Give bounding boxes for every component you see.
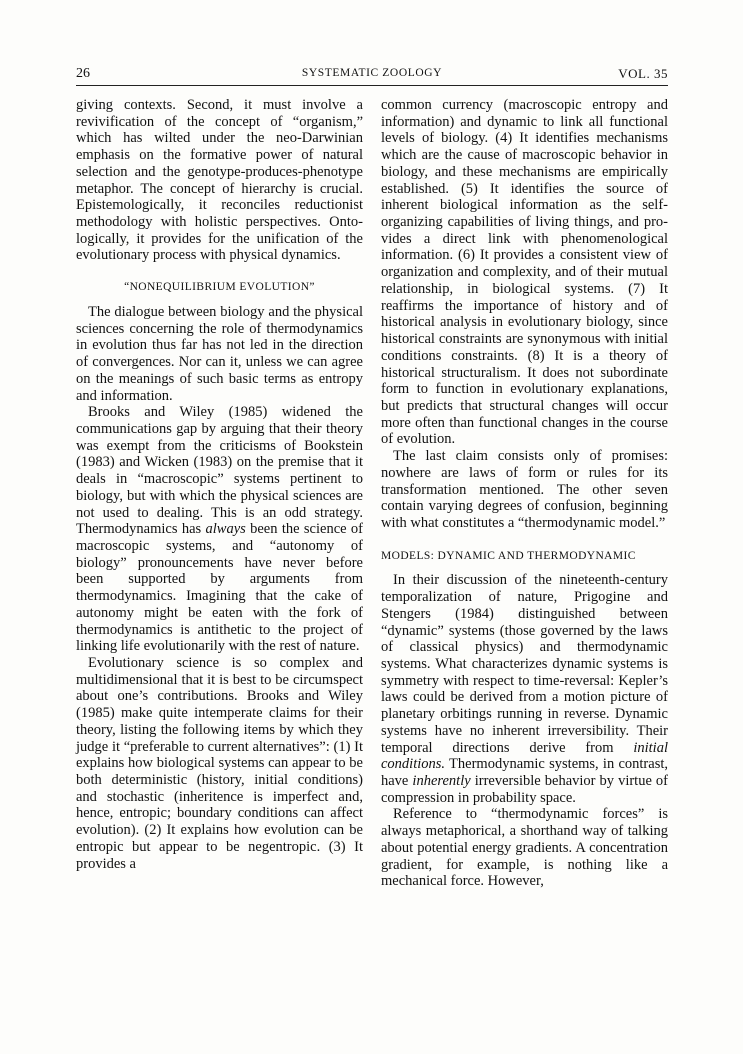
paragraph-continuation: giving contexts. Second, it must involve a revivification of the concept of “organism,” which has wilted under the neo-Darwinian emphasis on the formative power of natural selection and the genotype-produces-phenotype metaphor. The concept of hierarchy is crucial. Epistemologically, it reconciles reductionist methodology with holistic perspectives. Ontologically, it provides for the unification of the evolutionary process with physical dynamics. <box>76 97 363 264</box>
section-heading-nonequilibrium-evolution: “NONEQUILIBRIUM EVOLUTION” <box>124 281 315 294</box>
running-header <box>76 66 668 84</box>
paragraph-evolutionary-science: Evolutionary science is so complex and multidimensional that it is best to be circumspect about one’s contributions. Brooks and Wiley (1985) make quite intemperate claims for their theory, listing the following items by which they judge it “preferable to current alternatives”: (1) It explains how biological systems can appear to be both deterministic (history, initial conditions) and stochastic (inheritence is imperfect and, hence, entropic; boundary conditions can affect evolution). (2) It explains how evolution can be entropic but appear to be negentropic. (3) It provides a <box>76 655 363 872</box>
right-column <box>381 97 668 890</box>
paragraph-last-claim: The last claim consists only of promises: nowhere are laws of form or rules for its transformation mentioned. The other seven contain varying degrees of confusion, beginning with what constitutes a “thermodynamic model.” <box>381 448 668 531</box>
left-column <box>76 97 363 872</box>
paragraph-dialogue: The dialogue between biology and the physical sciences concerning the role of thermodynamics in evolution thus far has not led in the direction of convergences. Nor can it, unless we can agree on the meanings of such basic terms as entropy and information. <box>76 303 363 404</box>
paragraph-thermodynamic-forces: Reference to “thermodynamic forces” is always metaphorical, a shorthand way of talking about potential energy gradients. A concentration gradient, for example, is nothing like a mechanical force. However, <box>381 806 668 890</box>
page-number: 26 <box>76 66 90 81</box>
paragraph-brooks-wiley: Brooks and Wiley (1985) widened the communications gap by arguing that their theory was exempt from the criticisms of Bookstein (1983) and Wicken (1983) on the premise that it deals in “macroscopic” systems pertinent to biology, but with which the physical sciences are not used to dealing. This is an odd strategy. Thermodynamics has always been the science of macroscopic systems, and “autonomy of biology” pronouncements have never before been supported by arguments from thermodynamics. Imagining that the cake of autonomy might be eaten with the fork of thermodynamics is antithetic to the project of linking life evolutionarily with the rest of nature. <box>76 404 363 655</box>
emphasis-inherently: inherently <box>412 773 471 790</box>
emphasis-initial-conditions: initial conditions. <box>381 739 668 773</box>
header-rule <box>76 85 668 86</box>
journal-title: SYSTEMATIC ZOOLOGY <box>301 67 443 79</box>
paragraph-prigogine: In their discussion of the nineteenth-century temporalization of nature, Prigogine and Stengers (1984) distinguished between “dynamic” systems (those governed by the laws of classical physics) and thermodynamic systems. What characterizes dynamic systems is symmetry with respect to time-reversal: Kepler’s laws could be derived from a motion picture of planetary orbitings running in reverse. Dynamic systems have no inherent irreversibility. Their temporal directions derive from initial conditions. Thermodynamic systems, in contrast, have inherently irreversible behavior by virtue of compression in probability space. <box>381 572 669 806</box>
emphasis-always: always <box>205 521 246 538</box>
paragraph-claims-list: common currency (macroscopic entropy and information) and dynamic to link all functional levels of biology. (4) It identifies mechanisms which are the cause of macroscopic behavior in biology, and these mechanisms are empirically established. (5) It identifies the source of inherent biological information as the self-organizing capabilities of living things, and provides a direct link with phenomenological information. (6) It provides a consistent view of organization and complexity, and of their mutual relationship, in biological systems. (7) It reaffirms the importance of history and of historical analysis in evolutionary biology, since historical constraints are synonymous with initial conditions constraints. (8) It is a theory of historical structuralism. It does not subordinate form to function in evolutionary explanations, but predicts that structural changes will occur more often than functional changes in the course of evolution. <box>381 97 668 448</box>
volume-label: VOL. 35 <box>618 66 668 81</box>
section-heading-models: MODELS: DYNAMIC AND THERMODYNAMIC <box>381 549 636 562</box>
